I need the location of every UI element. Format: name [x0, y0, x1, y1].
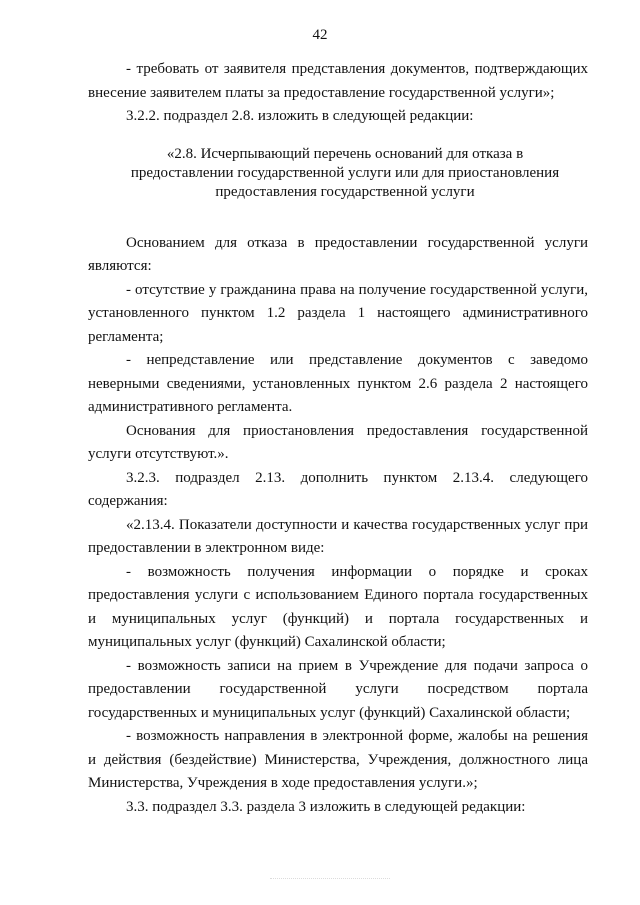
paragraph-3-2-3: 3.2.3. подраздел 2.13. дополнить пунктом 2.13.4. следующего содержания:: [88, 469, 588, 509]
scan-artifact: [270, 878, 390, 885]
list-item-complaint: - возможность направления в электронной форме, жалобы на решения и действия (бездействие) Министерства, Учреждения, должностного лица Министерства, Учреждения в ходе предоставления услуги.»;: [88, 728, 588, 791]
paragraph-refusal-grounds: Основанием для отказа в предоставлении государственной услуги являются:: [88, 234, 588, 274]
section-heading-2-8: «2.8. Исчерпывающий перечень оснований для отказа в предоставлении государственной услуги или для приостановления предоставления государственной услуги: [130, 145, 560, 200]
paragraph-requirement-item: - требовать от заявителя представления документов, подтверждающих внесение заявителем платы за предоставление государственной услуги»;: [88, 61, 588, 101]
list-item-false-documents: - непредставление или представление документов с заведомо неверными сведениями, установленных пунктом 2.6 раздела 2 настоящего административного регламента.: [88, 352, 588, 415]
page-body: [88, 58, 588, 819]
paragraph-2-13-4: «2.13.4. Показатели доступности и качества государственных услуг при предоставлении в электронном виде:: [88, 516, 588, 556]
spacer: [88, 129, 588, 145]
paragraph-3-3: 3.3. подраздел 3.3. раздела 3 изложить в следующей редакции:: [126, 798, 526, 815]
list-item-info-access: - возможность получения информации о порядке и сроках предоставления услуги с использованием Единого портала государственных и муниципальных услуг (функций) и портала государственных и муниципальных услуг (функций) Сахалинской области;: [88, 563, 588, 650]
page-number: 42: [312, 27, 328, 43]
paragraph-suspension-grounds: Основания для приостановления предоставления государственной услуги отсутствуют.».: [88, 422, 588, 462]
paragraph-3-2-2: 3.2.2. подраздел 2.8. изложить в следующей редакции:: [126, 108, 474, 124]
list-item-appointment: - возможность записи на прием в Учреждение для подачи запроса о предоставлении государственной услуги посредством портала государственных и муниципальных услуг (функций) Сахалинской области;: [88, 657, 588, 721]
list-item-no-right: - отсутствие у гражданина права на получение государственной услуги, установленного пунктом 1.2 раздела 1 настоящего административного регламента;: [88, 281, 588, 345]
spacer: [88, 202, 588, 232]
